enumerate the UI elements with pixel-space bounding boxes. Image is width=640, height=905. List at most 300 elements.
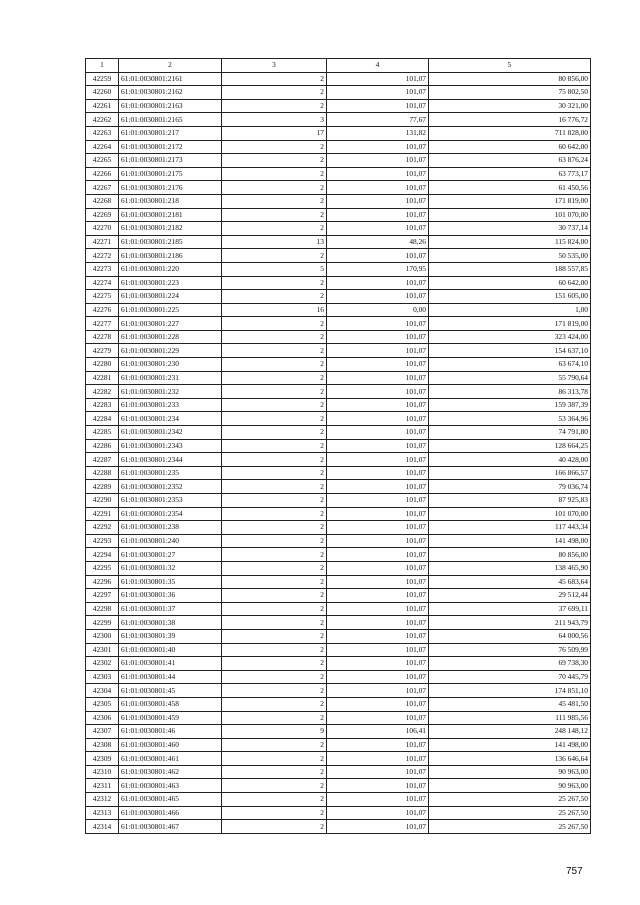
column-4-cell: 101,07 xyxy=(327,738,429,752)
cadastral-number-cell: 61:01:0030801:467 xyxy=(119,820,222,834)
row-number-cell: 42302 xyxy=(86,657,119,671)
column-5-cell: 159 387,39 xyxy=(429,398,591,412)
column-3-cell: 2 xyxy=(222,806,327,820)
table-row xyxy=(86,589,591,603)
table-row xyxy=(86,480,591,494)
column-4-cell: 101,07 xyxy=(327,589,429,603)
table-row xyxy=(86,725,591,739)
column-5-cell: 69 738,30 xyxy=(429,657,591,671)
column-4-cell: 101,07 xyxy=(327,154,429,168)
column-3-cell: 2 xyxy=(222,657,327,671)
row-number-cell: 42279 xyxy=(86,344,119,358)
cadastral-number-cell: 61:01:0030801:2353 xyxy=(119,494,222,508)
property-table xyxy=(85,58,591,834)
column-3-cell: 9 xyxy=(222,725,327,739)
row-number-cell: 42272 xyxy=(86,249,119,263)
column-3-cell: 2 xyxy=(222,412,327,426)
table-body xyxy=(86,72,591,833)
row-number-cell: 42314 xyxy=(86,820,119,834)
table-row xyxy=(86,575,591,589)
table-row xyxy=(86,711,591,725)
table-row xyxy=(86,358,591,372)
column-4-cell: 101,07 xyxy=(327,779,429,793)
column-4-cell: 101,07 xyxy=(327,534,429,548)
cadastral-number-cell: 61:01:0030801:2352 xyxy=(119,480,222,494)
table-row xyxy=(86,494,591,508)
row-number-cell: 42305 xyxy=(86,697,119,711)
table-row xyxy=(86,276,591,290)
table-row xyxy=(86,317,591,331)
column-3-cell: 2 xyxy=(222,779,327,793)
column-4-cell: 101,07 xyxy=(327,765,429,779)
cadastral-number-cell: 61:01:0030801:227 xyxy=(119,317,222,331)
column-3-cell: 2 xyxy=(222,194,327,208)
row-number-cell: 42260 xyxy=(86,86,119,100)
column-3-cell: 2 xyxy=(222,616,327,630)
column-5-cell: 76 509,99 xyxy=(429,643,591,657)
column-4-cell: 106,41 xyxy=(327,725,429,739)
column-5-cell: 25 267,50 xyxy=(429,820,591,834)
table-row xyxy=(86,262,591,276)
column-3-cell: 2 xyxy=(222,439,327,453)
column-4-cell: 101,07 xyxy=(327,398,429,412)
cadastral-number-cell: 61:01:0030801:240 xyxy=(119,534,222,548)
column-5-cell: 53 364,96 xyxy=(429,412,591,426)
column-4-cell: 101,07 xyxy=(327,629,429,643)
cadastral-number-cell: 61:01:0030801:2181 xyxy=(119,208,222,222)
column-4-cell: 101,07 xyxy=(327,439,429,453)
column-5-cell: 166 866,57 xyxy=(429,466,591,480)
column-3-cell: 2 xyxy=(222,534,327,548)
column-3-cell: 2 xyxy=(222,222,327,236)
row-number-cell: 42303 xyxy=(86,670,119,684)
column-5-cell: 75 802,50 xyxy=(429,86,591,100)
column-5-cell: 87 925,83 xyxy=(429,494,591,508)
row-number-cell: 42299 xyxy=(86,616,119,630)
cadastral-number-cell: 61:01:0030801:46 xyxy=(119,725,222,739)
row-number-cell: 42282 xyxy=(86,385,119,399)
column-5-cell: 248 148,12 xyxy=(429,725,591,739)
table-row xyxy=(86,222,591,236)
column-5-cell: 174 851,10 xyxy=(429,684,591,698)
column-5-cell: 63 674,10 xyxy=(429,358,591,372)
column-4-cell: 101,07 xyxy=(327,412,429,426)
table-row xyxy=(86,602,591,616)
column-5-cell: 141 498,00 xyxy=(429,534,591,548)
column-4-cell: 101,07 xyxy=(327,752,429,766)
column-4-cell: 131,82 xyxy=(327,126,429,140)
column-4-cell: 101,07 xyxy=(327,521,429,535)
cadastral-number-cell: 61:01:0030801:2172 xyxy=(119,140,222,154)
column-5-cell: 37 699,11 xyxy=(429,602,591,616)
row-number-cell: 42273 xyxy=(86,262,119,276)
table-row xyxy=(86,521,591,535)
column-3-cell: 13 xyxy=(222,235,327,249)
table-row xyxy=(86,820,591,834)
row-number-cell: 42268 xyxy=(86,194,119,208)
cadastral-number-cell: 61:01:0030801:223 xyxy=(119,276,222,290)
cadastral-number-cell: 61:01:0030801:220 xyxy=(119,262,222,276)
row-number-cell: 42286 xyxy=(86,439,119,453)
column-3-cell: 2 xyxy=(222,711,327,725)
column-5-cell: 70 445,79 xyxy=(429,670,591,684)
cadastral-number-cell: 61:01:0030801:465 xyxy=(119,793,222,807)
cadastral-number-cell: 61:01:0030801:225 xyxy=(119,303,222,317)
cadastral-number-cell: 61:01:0030801:230 xyxy=(119,358,222,372)
column-5-cell: 29 512,44 xyxy=(429,589,591,603)
column-3-cell: 2 xyxy=(222,684,327,698)
row-number-cell: 42284 xyxy=(86,412,119,426)
row-number-cell: 42298 xyxy=(86,602,119,616)
row-number-cell: 42259 xyxy=(86,72,119,86)
row-number-cell: 42269 xyxy=(86,208,119,222)
cadastral-number-cell: 61:01:0030801:36 xyxy=(119,589,222,603)
row-number-cell: 42296 xyxy=(86,575,119,589)
column-4-cell: 101,07 xyxy=(327,575,429,589)
column-4-cell: 101,07 xyxy=(327,480,429,494)
column-header-2: 2 xyxy=(119,59,222,73)
row-number-cell: 42278 xyxy=(86,330,119,344)
column-5-cell: 64 000,56 xyxy=(429,629,591,643)
table-row xyxy=(86,466,591,480)
cadastral-number-cell: 61:01:0030801:2163 xyxy=(119,99,222,113)
column-4-cell: 0,00 xyxy=(327,303,429,317)
column-3-cell: 2 xyxy=(222,602,327,616)
table-row xyxy=(86,371,591,385)
table-row xyxy=(86,140,591,154)
column-4-cell: 101,07 xyxy=(327,466,429,480)
column-3-cell: 2 xyxy=(222,507,327,521)
row-number-cell: 42263 xyxy=(86,126,119,140)
column-3-cell: 2 xyxy=(222,317,327,331)
row-number-cell: 42292 xyxy=(86,521,119,535)
row-number-cell: 42311 xyxy=(86,779,119,793)
column-4-cell: 101,07 xyxy=(327,806,429,820)
row-number-cell: 42274 xyxy=(86,276,119,290)
column-4-cell: 101,07 xyxy=(327,711,429,725)
table-row xyxy=(86,126,591,140)
table-row xyxy=(86,779,591,793)
column-5-cell: 171 819,00 xyxy=(429,317,591,331)
column-3-cell: 5 xyxy=(222,262,327,276)
column-header-3: 3 xyxy=(222,59,327,73)
table-row xyxy=(86,534,591,548)
column-3-cell: 2 xyxy=(222,738,327,752)
column-4-cell: 101,07 xyxy=(327,330,429,344)
column-3-cell: 2 xyxy=(222,290,327,304)
cadastral-number-cell: 61:01:0030801:235 xyxy=(119,466,222,480)
table-row xyxy=(86,426,591,440)
column-5-cell: 63 876,24 xyxy=(429,154,591,168)
column-3-cell: 2 xyxy=(222,697,327,711)
table-row xyxy=(86,235,591,249)
column-4-cell: 101,07 xyxy=(327,548,429,562)
column-3-cell: 2 xyxy=(222,629,327,643)
row-number-cell: 42267 xyxy=(86,181,119,195)
column-5-cell: 45 683,64 xyxy=(429,575,591,589)
table-row xyxy=(86,793,591,807)
cadastral-number-cell: 61:01:0030801:44 xyxy=(119,670,222,684)
cadastral-number-cell: 61:01:0030801:32 xyxy=(119,561,222,575)
cadastral-number-cell: 61:01:0030801:458 xyxy=(119,697,222,711)
cadastral-number-cell: 61:01:0030801:2161 xyxy=(119,72,222,86)
table-row xyxy=(86,752,591,766)
row-number-cell: 42306 xyxy=(86,711,119,725)
row-number-cell: 42264 xyxy=(86,140,119,154)
column-5-cell: 111 985,56 xyxy=(429,711,591,725)
row-number-cell: 42285 xyxy=(86,426,119,440)
cadastral-number-cell: 61:01:0030801:2343 xyxy=(119,439,222,453)
row-number-cell: 42280 xyxy=(86,358,119,372)
cadastral-number-cell: 61:01:0030801:229 xyxy=(119,344,222,358)
column-5-cell: 90 963,00 xyxy=(429,765,591,779)
row-number-cell: 42297 xyxy=(86,589,119,603)
column-5-cell: 60 642,00 xyxy=(429,276,591,290)
cadastral-number-cell: 61:01:0030801:233 xyxy=(119,398,222,412)
cadastral-number-cell: 61:01:0030801:466 xyxy=(119,806,222,820)
table-row xyxy=(86,113,591,127)
row-number-cell: 42294 xyxy=(86,548,119,562)
cadastral-number-cell: 61:01:0030801:2344 xyxy=(119,453,222,467)
table-row xyxy=(86,86,591,100)
cadastral-number-cell: 61:01:0030801:45 xyxy=(119,684,222,698)
row-number-cell: 42287 xyxy=(86,453,119,467)
column-4-cell: 101,07 xyxy=(327,208,429,222)
column-3-cell: 2 xyxy=(222,820,327,834)
column-5-cell: 211 943,79 xyxy=(429,616,591,630)
row-number-cell: 42275 xyxy=(86,290,119,304)
row-number-cell: 42262 xyxy=(86,113,119,127)
column-5-cell: 138 465,90 xyxy=(429,561,591,575)
row-number-cell: 42271 xyxy=(86,235,119,249)
column-3-cell: 2 xyxy=(222,249,327,263)
row-number-cell: 42266 xyxy=(86,167,119,181)
column-4-cell: 101,07 xyxy=(327,697,429,711)
table-row xyxy=(86,670,591,684)
column-5-cell: 25 267,50 xyxy=(429,806,591,820)
column-3-cell: 2 xyxy=(222,575,327,589)
column-3-cell: 2 xyxy=(222,154,327,168)
column-4-cell: 101,07 xyxy=(327,670,429,684)
column-3-cell: 2 xyxy=(222,276,327,290)
table-row xyxy=(86,738,591,752)
column-3-cell: 2 xyxy=(222,86,327,100)
column-3-cell: 2 xyxy=(222,548,327,562)
row-number-cell: 42288 xyxy=(86,466,119,480)
column-3-cell: 2 xyxy=(222,181,327,195)
column-5-cell: 136 646,64 xyxy=(429,752,591,766)
column-4-cell: 77,67 xyxy=(327,113,429,127)
row-number-cell: 42289 xyxy=(86,480,119,494)
column-3-cell: 2 xyxy=(222,330,327,344)
column-3-cell: 2 xyxy=(222,426,327,440)
column-3-cell: 2 xyxy=(222,589,327,603)
column-3-cell: 2 xyxy=(222,561,327,575)
column-4-cell: 101,07 xyxy=(327,643,429,657)
column-5-cell: 80 856,00 xyxy=(429,548,591,562)
column-4-cell: 101,07 xyxy=(327,344,429,358)
cadastral-number-cell: 61:01:0030801:2182 xyxy=(119,222,222,236)
column-3-cell: 2 xyxy=(222,494,327,508)
table-row xyxy=(86,154,591,168)
column-3-cell: 17 xyxy=(222,126,327,140)
column-3-cell: 2 xyxy=(222,140,327,154)
column-5-cell: 50 535,00 xyxy=(429,249,591,263)
table-row xyxy=(86,657,591,671)
column-5-cell: 171 819,00 xyxy=(429,194,591,208)
column-3-cell: 2 xyxy=(222,453,327,467)
column-5-cell: 74 791,80 xyxy=(429,426,591,440)
table-row xyxy=(86,181,591,195)
cadastral-number-cell: 61:01:0030801:232 xyxy=(119,385,222,399)
column-3-cell: 2 xyxy=(222,752,327,766)
column-4-cell: 101,07 xyxy=(327,793,429,807)
column-4-cell: 101,07 xyxy=(327,507,429,521)
row-number-cell: 42308 xyxy=(86,738,119,752)
row-number-cell: 42281 xyxy=(86,371,119,385)
column-5-cell: 25 267,50 xyxy=(429,793,591,807)
table-row xyxy=(86,303,591,317)
table-row xyxy=(86,616,591,630)
column-4-cell: 170,95 xyxy=(327,262,429,276)
column-5-cell: 60 642,00 xyxy=(429,140,591,154)
cadastral-number-cell: 61:01:0030801:2185 xyxy=(119,235,222,249)
column-4-cell: 101,07 xyxy=(327,602,429,616)
column-3-cell: 2 xyxy=(222,643,327,657)
column-3-cell: 2 xyxy=(222,167,327,181)
table-row xyxy=(86,548,591,562)
cadastral-number-cell: 61:01:0030801:461 xyxy=(119,752,222,766)
column-4-cell: 101,07 xyxy=(327,358,429,372)
row-number-cell: 42295 xyxy=(86,561,119,575)
table-row xyxy=(86,290,591,304)
column-3-cell: 2 xyxy=(222,793,327,807)
column-5-cell: 323 424,00 xyxy=(429,330,591,344)
cadastral-number-cell: 61:01:0030801:228 xyxy=(119,330,222,344)
column-5-cell: 16 776,72 xyxy=(429,113,591,127)
row-number-cell: 42291 xyxy=(86,507,119,521)
column-4-cell: 101,07 xyxy=(327,290,429,304)
table-row xyxy=(86,249,591,263)
page-number: 757 xyxy=(566,866,583,877)
column-4-cell: 48,26 xyxy=(327,235,429,249)
table-header-row xyxy=(86,59,591,73)
cadastral-number-cell: 61:01:0030801:218 xyxy=(119,194,222,208)
column-4-cell: 101,07 xyxy=(327,684,429,698)
column-4-cell: 101,07 xyxy=(327,657,429,671)
table-row xyxy=(86,398,591,412)
column-4-cell: 101,07 xyxy=(327,167,429,181)
column-4-cell: 101,07 xyxy=(327,140,429,154)
cadastral-number-cell: 61:01:0030801:2186 xyxy=(119,249,222,263)
row-number-cell: 42276 xyxy=(86,303,119,317)
table-row xyxy=(86,806,591,820)
cadastral-number-cell: 61:01:0030801:41 xyxy=(119,657,222,671)
column-5-cell: 151 605,00 xyxy=(429,290,591,304)
column-5-cell: 154 637,10 xyxy=(429,344,591,358)
column-4-cell: 101,07 xyxy=(327,276,429,290)
table-row xyxy=(86,167,591,181)
column-5-cell: 61 450,56 xyxy=(429,181,591,195)
table-row xyxy=(86,344,591,358)
cadastral-number-cell: 61:01:0030801:217 xyxy=(119,126,222,140)
row-number-cell: 42261 xyxy=(86,99,119,113)
column-4-cell: 101,07 xyxy=(327,561,429,575)
column-5-cell: 711 828,00 xyxy=(429,126,591,140)
table-row xyxy=(86,72,591,86)
row-number-cell: 42277 xyxy=(86,317,119,331)
column-4-cell: 101,07 xyxy=(327,249,429,263)
table-row xyxy=(86,99,591,113)
row-number-cell: 42309 xyxy=(86,752,119,766)
cadastral-number-cell: 61:01:0030801:2176 xyxy=(119,181,222,195)
column-5-cell: 30 321,00 xyxy=(429,99,591,113)
table-row xyxy=(86,507,591,521)
column-3-cell: 3 xyxy=(222,113,327,127)
cadastral-number-cell: 61:01:0030801:39 xyxy=(119,629,222,643)
cadastral-number-cell: 61:01:0030801:2342 xyxy=(119,426,222,440)
column-3-cell: 2 xyxy=(222,480,327,494)
table-row xyxy=(86,765,591,779)
column-5-cell: 101 070,00 xyxy=(429,208,591,222)
row-number-cell: 42307 xyxy=(86,725,119,739)
cadastral-number-cell: 61:01:0030801:40 xyxy=(119,643,222,657)
table-row xyxy=(86,208,591,222)
table-row xyxy=(86,453,591,467)
column-3-cell: 2 xyxy=(222,99,327,113)
column-header-4: 4 xyxy=(327,59,429,73)
column-4-cell: 101,07 xyxy=(327,371,429,385)
column-3-cell: 2 xyxy=(222,466,327,480)
column-5-cell: 55 790,64 xyxy=(429,371,591,385)
column-3-cell: 16 xyxy=(222,303,327,317)
column-5-cell: 79 036,74 xyxy=(429,480,591,494)
cadastral-number-cell: 61:01:0030801:231 xyxy=(119,371,222,385)
row-number-cell: 42312 xyxy=(86,793,119,807)
column-3-cell: 2 xyxy=(222,670,327,684)
column-3-cell: 2 xyxy=(222,398,327,412)
column-5-cell: 101 070,00 xyxy=(429,507,591,521)
column-4-cell: 101,07 xyxy=(327,86,429,100)
column-3-cell: 2 xyxy=(222,358,327,372)
row-number-cell: 42310 xyxy=(86,765,119,779)
column-3-cell: 2 xyxy=(222,765,327,779)
column-4-cell: 101,07 xyxy=(327,426,429,440)
column-5-cell: 80 856,00 xyxy=(429,72,591,86)
cadastral-number-cell: 61:01:0030801:2354 xyxy=(119,507,222,521)
cadastral-number-cell: 61:01:0030801:35 xyxy=(119,575,222,589)
table-row xyxy=(86,439,591,453)
column-4-cell: 101,07 xyxy=(327,317,429,331)
column-5-cell: 40 428,00 xyxy=(429,453,591,467)
column-5-cell: 1,00 xyxy=(429,303,591,317)
row-number-cell: 42313 xyxy=(86,806,119,820)
cadastral-number-cell: 61:01:0030801:224 xyxy=(119,290,222,304)
row-number-cell: 42300 xyxy=(86,629,119,643)
column-4-cell: 101,07 xyxy=(327,494,429,508)
column-4-cell: 101,07 xyxy=(327,616,429,630)
column-4-cell: 101,07 xyxy=(327,820,429,834)
column-4-cell: 101,07 xyxy=(327,99,429,113)
row-number-cell: 42293 xyxy=(86,534,119,548)
column-header-1: 1 xyxy=(86,59,119,73)
cadastral-number-cell: 61:01:0030801:2162 xyxy=(119,86,222,100)
column-5-cell: 86 313,78 xyxy=(429,385,591,399)
column-3-cell: 2 xyxy=(222,72,327,86)
cadastral-number-cell: 61:01:0030801:27 xyxy=(119,548,222,562)
row-number-cell: 42265 xyxy=(86,154,119,168)
cadastral-number-cell: 61:01:0030801:2165 xyxy=(119,113,222,127)
